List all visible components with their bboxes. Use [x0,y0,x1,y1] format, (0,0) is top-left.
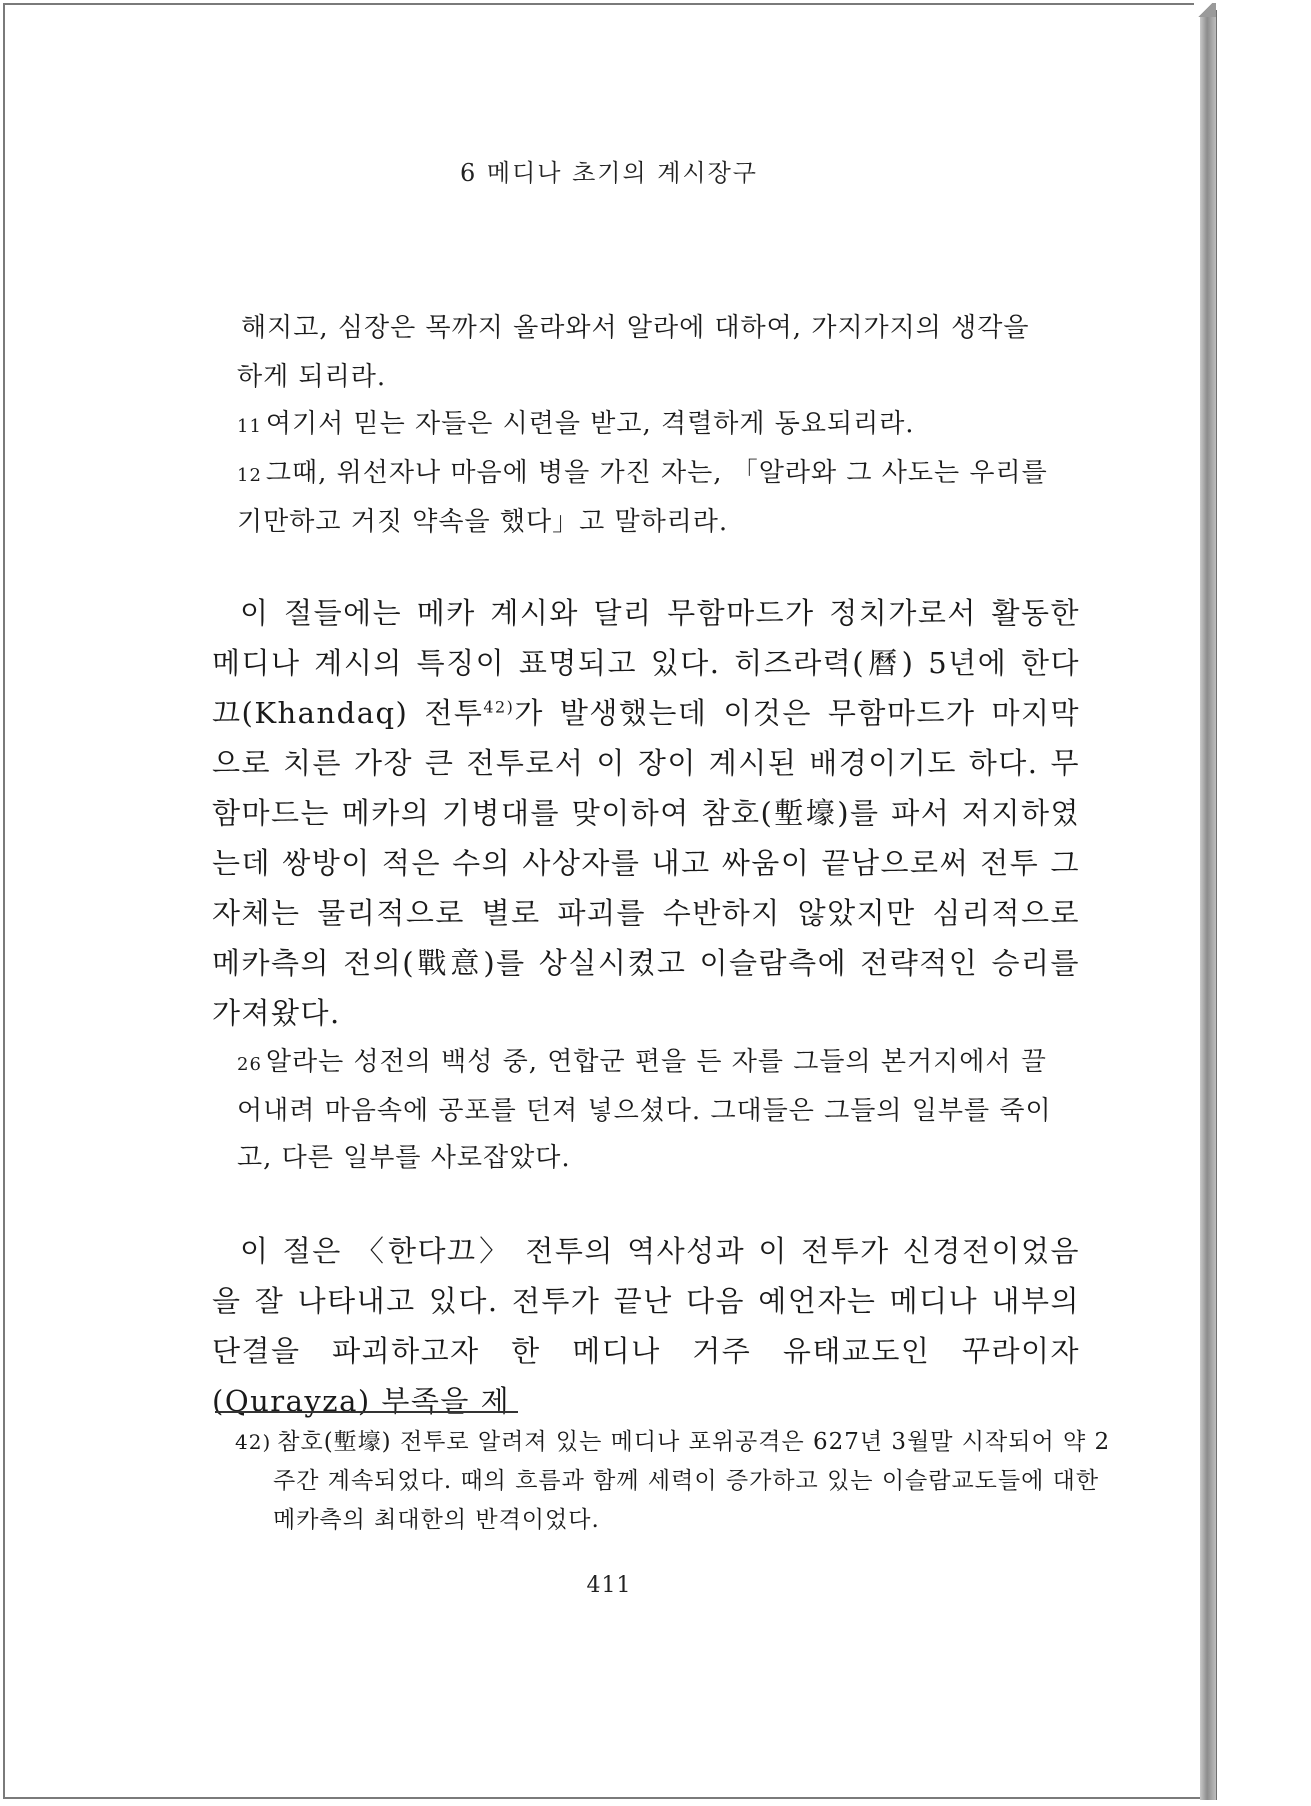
paragraph-text: 가 발생했는데 이것은 무함마드가 마지막으로 치른 가장 큰 전투로서 이 장이 계시된 배경이기도 하다. 무함마드는 메카의 기병대를 맞이하여 참호(塹壕)를 파서 저지하였는데 쌍방이 적은 수의 사상자를 내고 싸움이 끝남으로써 전투 그 자체는 물리적으로 별로 파괴를 수반하지 않았지만 심리적으로 메카측의 전의(戰意)를 상실시켰고 이슬람측에 전략적인 승리를 가져왔다. [212,696,1080,1030]
verse [237,1039,1057,1182]
verse [237,450,1057,546]
footnote-reference[interactable]: 42) [483,697,515,717]
verse-text: 알라는 성전의 백성 중, 연합군 편을 든 자를 그들의 본거지에서 끌어내려 마음속에 공포를 던져 넣으셨다. 그대들은 그들의 일부를 죽이고, 다른 일부를 사로잡았다. [237,1047,1052,1173]
verse-block-1 [237,305,1057,546]
footnote-number: 42) [235,1430,272,1454]
page-edge-shadow [1200,10,1217,1800]
verse-text: 그때, 위선자나 마음에 병을 가진 자는, 「알라와 그 사도는 우리를 기만하고 거짓 약속을 했다」고 말하리라. [237,458,1048,537]
verse-text: 여기서 믿는 자들은 시련을 받고, 격렬하게 동요되리라. [265,409,915,439]
commentary-paragraph-1 [212,588,1080,1038]
verse-text: 해지고, 심장은 목까지 올라와서 알라에 대하여, 가지가지의 생각을 하게 되리라. [237,313,1030,392]
page-number: 411 [586,1573,632,1598]
verse-number: 12 [237,465,262,486]
verse-number: 26 [237,1054,262,1075]
footnote-divider [215,1411,518,1413]
book-page [3,3,1211,1799]
footnote-text: 참호(塹壕) 전투로 알려져 있는 메디나 포위공격은 627년 3월말 시작되어 약 2주간 계속되었다. 때의 흐름과 함께 세력이 증가하고 있는 이슬람교도들에 대한 메카측의 최대한의 반격이었다. [273,1429,1111,1533]
verse [237,305,1057,401]
commentary-paragraph-2: 이 절은 〈한다끄〉 전투의 역사성과 이 전투가 신경전이었음을 잘 나타내고 있다. 전투가 끝난 다음 예언자는 메디나 내부의 단결을 파괴하고자 한 메디나 거주 유태교도인 꾸라이자(Qurayza) 부족을 제 [212,1234,1080,1418]
footnote [235,1423,1118,1540]
paragraph-text: 이 절들에는 메카 계시와 달리 무함마드가 정치가로서 활동한 메디나 계시의 특징이 표명되고 있다. 히즈라력(曆) 5년에 한다끄(Khandaq) 전투 [212,596,1080,730]
running-head: 6 메디나 초기의 계시장구 [460,159,758,187]
verse-block-2 [237,1039,1057,1182]
page-corner [1194,3,1216,17]
verse-number: 11 [237,416,262,437]
verse [237,401,1057,450]
